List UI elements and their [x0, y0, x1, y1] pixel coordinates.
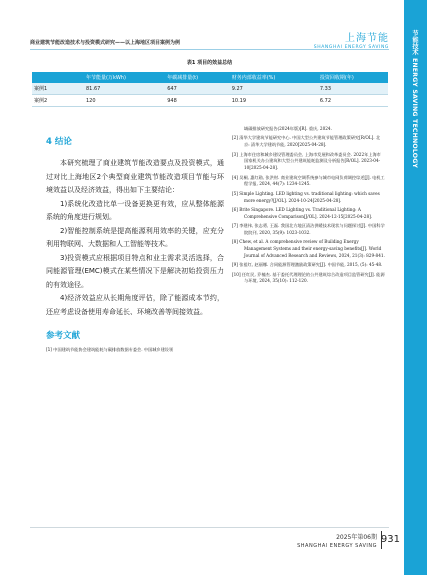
reference-item: [5] Simple Lighting. LED lighting vs. traditional lighting: which saves more energy?[J/OL]. 2024-10-24[2025-04-28]. — [232, 190, 380, 203]
table-header-cell: 投资回收期(年) — [318, 72, 388, 83]
table-header-cell: 财务内部收益率(%) — [230, 72, 318, 83]
paragraph: 3)投资模式应根据项目特点和业主需求灵活选择，合同能源管理(EMC)模式在某些情况下是解决初始投资压力的有效途径。 — [46, 253, 224, 289]
table-cell: 948 — [165, 95, 230, 107]
table-cell: 6.72 — [318, 95, 388, 107]
table-title: 表1 项目的效益总结 — [186, 60, 233, 66]
table-cell: 9.27 — [230, 83, 318, 95]
paragraph: 2)智能控制系统是提高能源利用效率的关键，应充分利用物联网、大数据和人工智能等技术。 — [46, 226, 224, 248]
reference-item: [9] 张祖红, 赵丽娜. 合同能源管理激励政策研究[J]. 中国节能, 2015, (5): 45-48. — [232, 262, 383, 268]
references-heading: 参考文献 — [46, 331, 81, 341]
table-cell: 案例1 — [32, 83, 84, 95]
conclusion-heading: 4 结论 — [46, 137, 72, 147]
reference-item: [8] Chew, et al. A comprehensive review of Building Energy Management Systems and their energy-saving benefits[J]. World Journal of Advanced Research and Reviews, 2024, 21(3): 829-841. — [232, 239, 385, 258]
table-cell: 81.67 — [84, 83, 165, 95]
issue-journal-en: SHANGHAI ENERGY SAVING — [297, 543, 377, 549]
journal-logo — [314, 29, 389, 50]
reference-item: [6] Brite Singapore. LED Lighting vs. Traditional Lighting: A Comprehensive Comparison[J/OL]. 2024-12-15[2025-04-28]. — [232, 206, 373, 219]
reference-item: [10] 任红民, 乔楠杰. 基于委托代理理论的公共建筑综合改造项目监管研究[J]. 能源与环境, 2024, 35(10): 112-120. — [232, 271, 385, 284]
paragraph: 4)经济效益应从长期角度评估，除了能源成本节约，还应考虑设备使用寿命延长、环境改善等间接效益。 — [46, 294, 224, 316]
table-row — [32, 95, 388, 107]
reference-item: [4] 吴桐, 惠红勋, 张洪财. 商业建筑空调系统参与城市电网负荷调控综述[J]. 电机工程学报, 2024, 44(7): 1234-1245. — [232, 174, 385, 187]
table-header-cell — [32, 72, 84, 83]
issue-info — [297, 532, 377, 549]
table-header-cell: 年碳减排量(t) — [165, 72, 230, 83]
logo-en: SHANGHAI ENERGY SAVING — [313, 45, 389, 50]
table-cell: 10.19 — [230, 95, 318, 107]
reference-item: [1] 中国建筑节能协会建筑能耗与碳排放数据专委会. 中国城乡建设领 — [46, 347, 174, 352]
paragraph: 本研究梳理了商业建筑节能改造要点及投资模式，通过对比上海地区2个典型商业建筑节能改造项目节能与环境效益以及经济效益，得出如下主要结论： — [46, 159, 224, 194]
running-title: 商业建筑节能改造技术与投资模式研究——以上海地区项目案例为例 — [30, 40, 181, 46]
left-column — [46, 131, 224, 354]
side-band — [404, 0, 427, 575]
paragraph: 1)系统化改造比单一设备更换更有效，应从整体能源系统的角度进行规划。 — [46, 199, 224, 221]
section-label: 节能技术 ENERGY SAVING TECHNOLOGY — [411, 30, 418, 169]
header-rule — [30, 49, 389, 50]
table-cell: 案例2 — [32, 95, 84, 107]
table-header-row — [32, 72, 388, 83]
footer-rule — [30, 527, 389, 528]
table-row — [32, 83, 388, 95]
table-cell: 647 — [165, 83, 230, 95]
right-column — [232, 126, 385, 288]
issue-number: 2025年第06期 — [336, 534, 377, 541]
table-cell: 120 — [84, 95, 165, 107]
logo-cn: 上海节能 — [345, 33, 389, 44]
page-number: 931 — [380, 534, 400, 545]
reference-item: 域碳排放研究报告(2024年版)[R]. 重庆, 2024. — [244, 126, 332, 131]
reference-item: [7] 李建伟, 张志勇, 王磊. 我国北方地区清洁供暖技术现状与问题探讨[J]. 中国科学院院刊, 2020, 35(9): 1023-1032. — [232, 223, 385, 235]
benefit-table — [32, 72, 388, 107]
reference-item: [2] 清华大学建筑节能研究中心. 中国大型公共建筑节能管理政策研究[R/OL]. 北京: 清华大学建筑节能, 2020[2025-04-28]. — [232, 135, 381, 148]
reference-item: [3] 上海市住房和城乡建设管理委员会, 上海市发展和改革委员会. 2022年上海市国家机关办公建筑和大型公共建筑能耗监测及分析报告[R/OL]. 2023-04-10[2025-04-28]. — [232, 151, 381, 171]
table-header-cell: 年节能量(万kWh) — [84, 72, 165, 83]
table-cell: 7.33 — [318, 83, 388, 95]
